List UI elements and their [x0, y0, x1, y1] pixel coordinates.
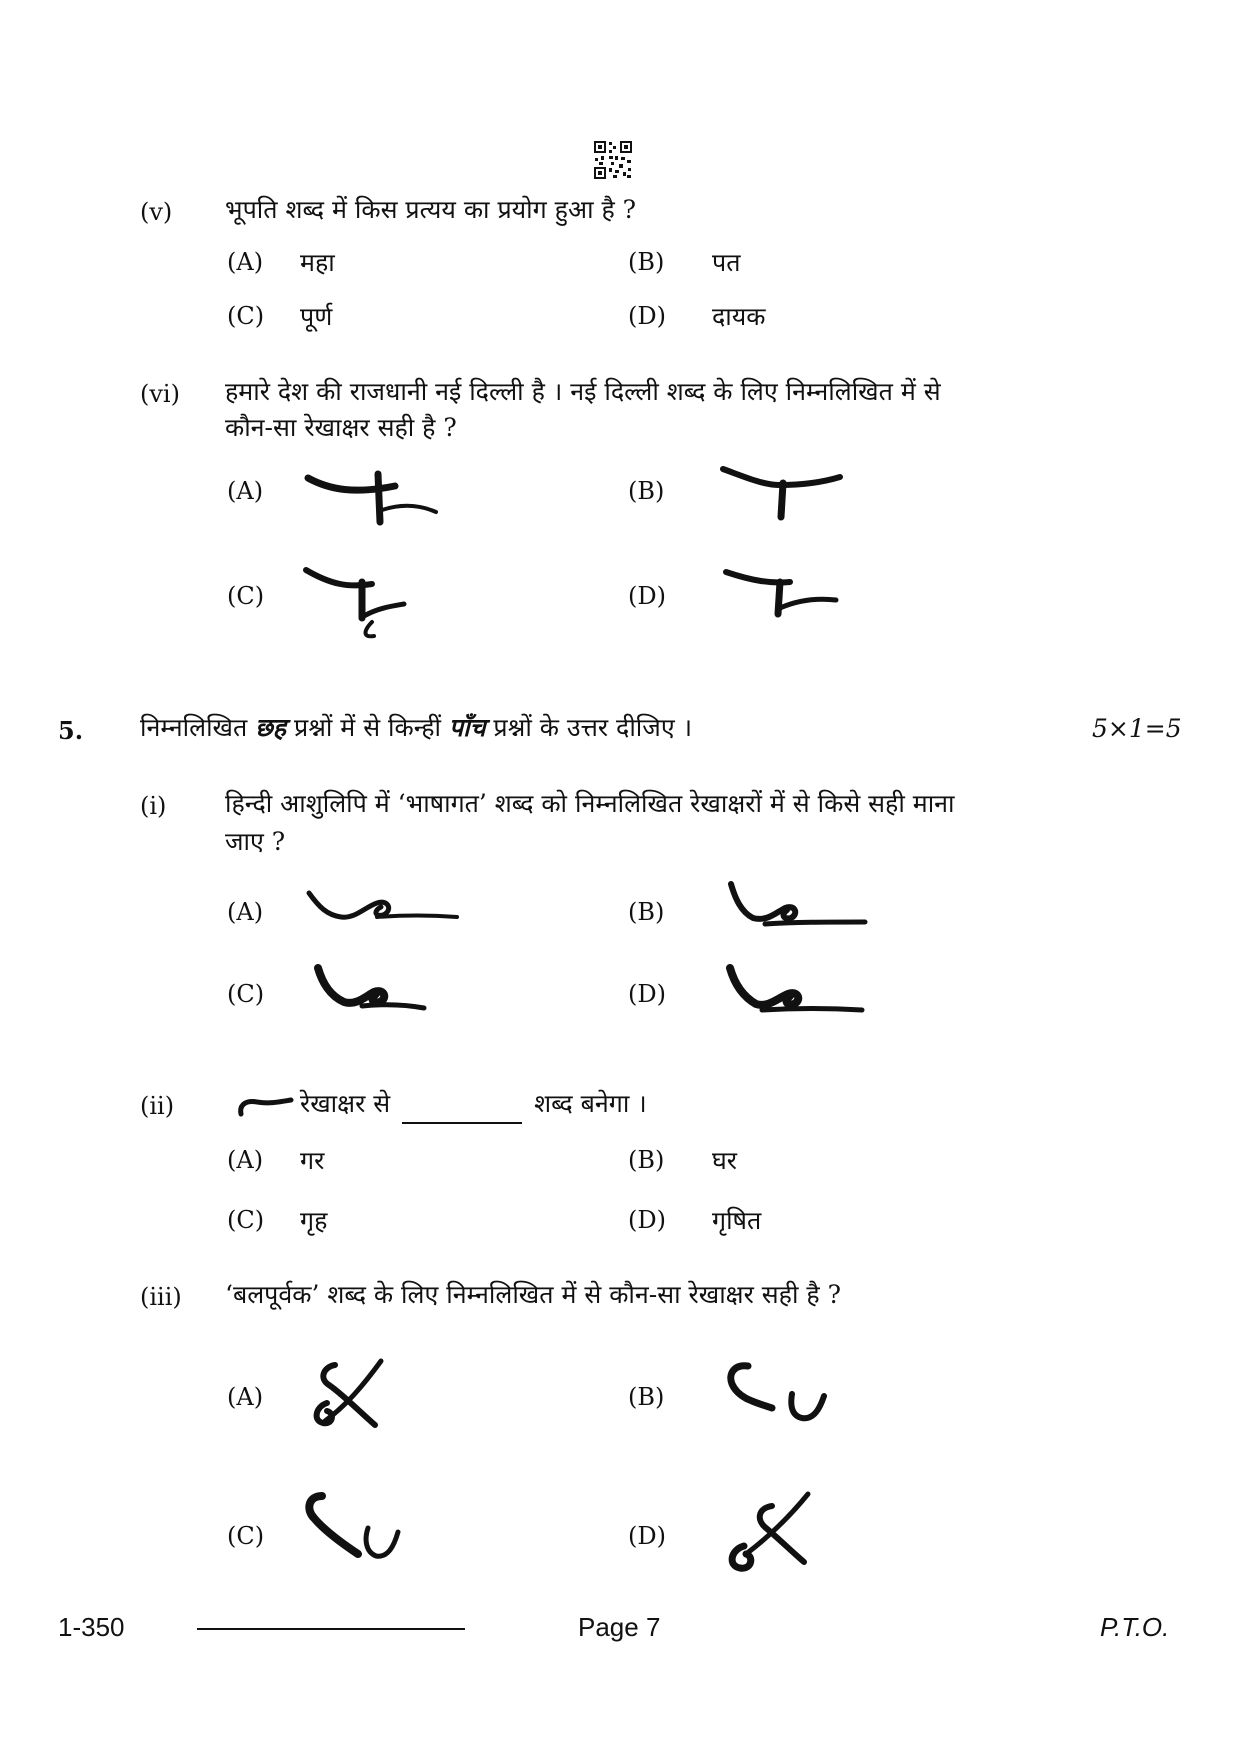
- question-instruction: [140, 708, 692, 748]
- option-text: गर: [300, 1146, 325, 1175]
- option-text: गृह: [300, 1206, 328, 1235]
- question-text: ‘बलपूर्वक’ शब्द के लिए निम्नलिखित में से कौन-सा रेखाक्षर सही है ?: [225, 1280, 841, 1309]
- question-number: (i): [140, 792, 167, 820]
- option-text: घर: [712, 1146, 738, 1175]
- footer-rule: [197, 1628, 465, 1630]
- page-number: Page 7: [578, 1612, 661, 1642]
- option-label: (B): [628, 1146, 665, 1174]
- pto-label: P.T.O.: [1100, 1612, 1170, 1642]
- shorthand-stroke-d: [720, 1488, 820, 1578]
- question-text: भूपति शब्द में किस प्रत्यय का प्रयोग हुआ है ?: [225, 195, 637, 224]
- option-label: (D): [628, 1206, 666, 1234]
- question-text-line-2: जाए ?: [225, 827, 286, 856]
- option-label: (D): [628, 980, 666, 1008]
- shorthand-stroke-d: [722, 962, 872, 1022]
- question-number: (iii): [140, 1283, 182, 1311]
- paper-code: 1-350: [58, 1612, 125, 1642]
- option-label: (A): [227, 248, 264, 276]
- question-text: [300, 1084, 647, 1124]
- option-label: (A): [227, 1146, 264, 1174]
- option-label: (C): [227, 1522, 265, 1550]
- marks: 5×1=5: [1092, 714, 1182, 743]
- instruction-text: प्रश्नों में से किन्हीं: [293, 713, 441, 742]
- question-number: (vi): [140, 380, 180, 408]
- option-text: दायक: [712, 302, 766, 331]
- instruction-emphasis: छह: [255, 713, 287, 742]
- question-number: (v): [140, 198, 173, 226]
- shorthand-stroke-a: [300, 460, 450, 540]
- shorthand-stroke-b: [720, 1358, 840, 1428]
- question-text-part: शब्द बनेगा ।: [534, 1089, 647, 1118]
- instruction-emphasis: पाँच: [448, 713, 486, 742]
- shorthand-stroke-c: [300, 560, 430, 650]
- option-label: (D): [628, 1522, 666, 1550]
- shorthand-stroke-b: [725, 878, 875, 938]
- option-label: (B): [628, 248, 665, 276]
- option-text: गृषित: [712, 1206, 762, 1235]
- option-label: (C): [227, 302, 265, 330]
- option-label: (B): [628, 898, 665, 926]
- question-text-line-1: हमारे देश की राजधानी नई दिल्ली है । नई दिल्ली शब्द के लिए निम्नलिखित में से: [225, 377, 941, 406]
- instruction-text: प्रश्नों के उत्तर दीजिए ।: [493, 713, 693, 742]
- option-label: (B): [628, 477, 665, 505]
- shorthand-stroke-c: [300, 1488, 420, 1568]
- question-number: (ii): [140, 1092, 175, 1120]
- option-label: (A): [227, 898, 264, 926]
- option-text: महा: [300, 248, 335, 277]
- option-label: (A): [227, 1383, 264, 1411]
- question-text-line-2: कौन-सा रेखाक्षर सही है ?: [225, 413, 457, 442]
- shorthand-stroke-d: [720, 562, 850, 642]
- option-label: (B): [628, 1383, 665, 1411]
- option-label: (C): [227, 1206, 265, 1234]
- shorthand-stroke-a: [305, 1355, 395, 1435]
- question-text-part: रेखाक्षर से: [300, 1089, 391, 1118]
- option-text: पत: [712, 248, 741, 277]
- fill-in-blank: [402, 1096, 522, 1124]
- shorthand-stroke-c: [310, 962, 440, 1022]
- option-label: (C): [227, 582, 265, 610]
- shorthand-stroke-a: [305, 885, 465, 935]
- question-text-line-1: हिन्दी आशुलिपि में ‘भाषागत’ शब्द को निम्नलिखित रेखाक्षरों में से किसे सही माना: [225, 789, 955, 818]
- option-text: पूर्ण: [300, 302, 333, 331]
- qr-code-icon: [593, 140, 633, 180]
- question-number: 5.: [58, 716, 84, 745]
- option-label: (D): [628, 302, 666, 330]
- instruction-text: निम्नलिखित: [140, 713, 248, 742]
- shorthand-stroke-b: [715, 455, 855, 535]
- option-label: (C): [227, 980, 265, 1008]
- option-label: (A): [227, 477, 264, 505]
- option-label: (D): [628, 582, 666, 610]
- shorthand-stroke-inline: [235, 1092, 295, 1120]
